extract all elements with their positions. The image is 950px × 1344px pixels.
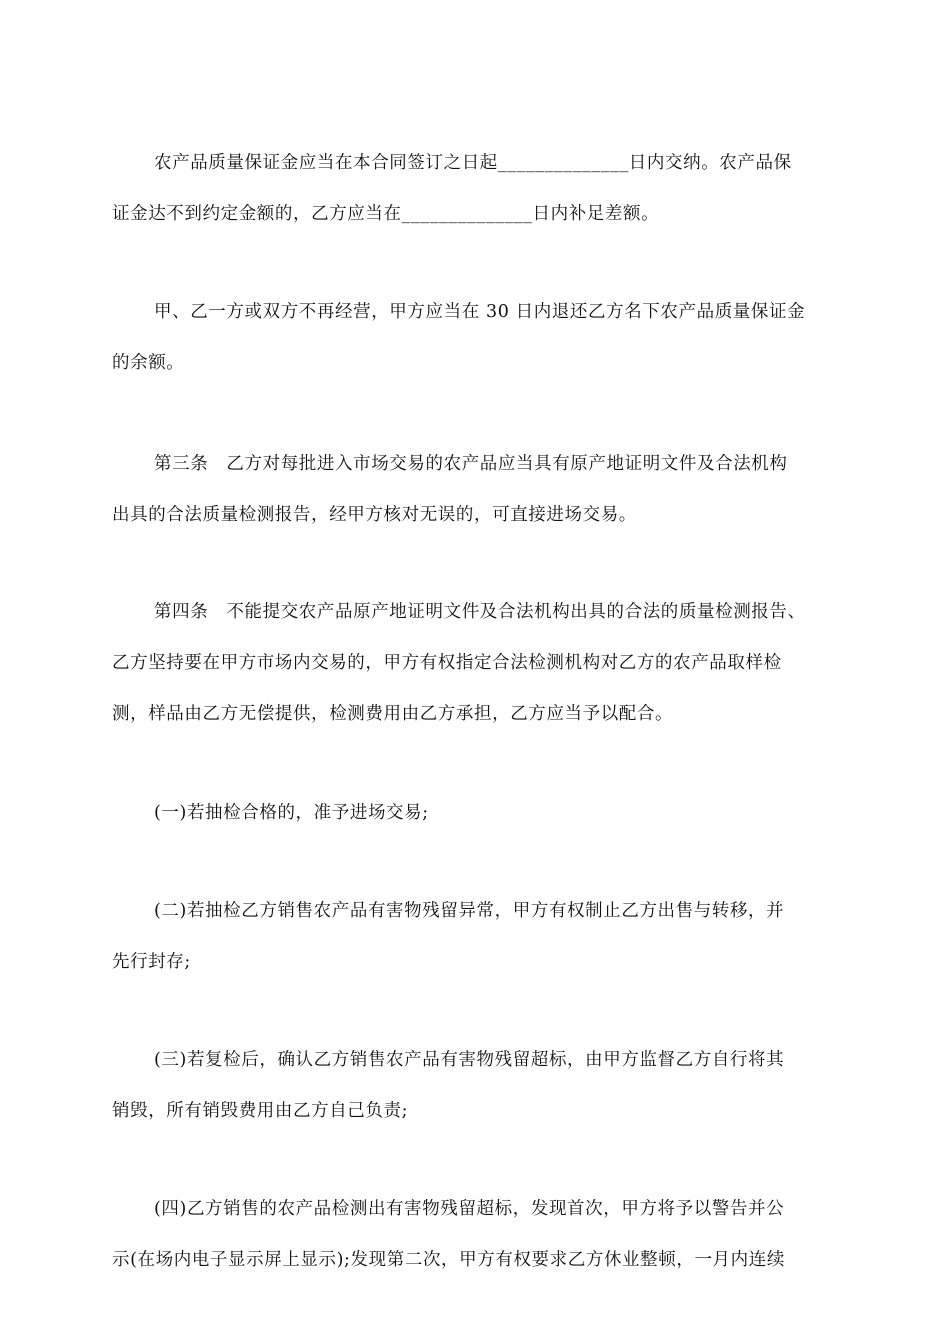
text-line: 第四条 不能提交农产品原产地证明文件及合法机构出具的合法的质量检测报告、 [154, 602, 806, 622]
text-line: 出具的合法质量检测报告，经甲方核对无误的，可直接进场交易。 [112, 505, 637, 525]
text-line: 农产品质量保证金应当在本合同签订之日起______________日内交纳。农产品保 [154, 153, 792, 173]
paragraph-article-3 [112, 439, 847, 541]
text-line: 证金达不到约定金额的，乙方应当在______________日内补足差额。 [112, 204, 660, 224]
text-line: 的余额。 [112, 353, 185, 373]
text-line: 甲、乙一方或双方不再经营，甲方应当在 30 日内退还乙方名下农产品质量保证金 [154, 302, 806, 322]
text-line: (二)若抽检乙方销售农产品有害物残留异常，甲方有权制止乙方出售与转移，并 [154, 901, 785, 921]
paragraph-clause-4 [112, 1184, 847, 1286]
paragraph-deposit-refund [112, 287, 847, 389]
text-line: 乙方坚持要在甲方市场内交易的，甲方有权指定合法检测机构对乙方的农产品取样检 [112, 653, 782, 673]
text-line: 第三条 乙方对每批进入市场交易的农产品应当具有原产地证明文件及合法机构 [154, 454, 788, 474]
paragraph-deposit-payment [112, 138, 847, 240]
paragraph-clause-3 [112, 1035, 847, 1137]
text-line: (四)乙方销售的农产品检测出有害物残留超标，发现首次，甲方将予以警告并公 [154, 1199, 785, 1219]
paragraph-article-4 [112, 587, 847, 740]
text-line: (一)若抽检合格的，准予进场交易; [154, 803, 429, 823]
paragraph-clause-1 [112, 788, 847, 839]
text-line: 销毁，所有销毁费用由乙方自己负责; [112, 1101, 409, 1121]
text-line: (三)若复检后，确认乙方销售农产品有害物残留超标，由甲方监督乙方自行将其 [154, 1050, 785, 1070]
text-line: 示(在场内电子显示屏上显示);发现第二次，甲方有权要求乙方休业整顿，一月内连续 [112, 1250, 785, 1270]
text-line: 先行封存; [112, 952, 191, 972]
paragraph-clause-2 [112, 886, 847, 988]
text-line: 测，样品由乙方无偿提供，检测费用由乙方承担，乙方应当予以配合。 [112, 704, 674, 724]
